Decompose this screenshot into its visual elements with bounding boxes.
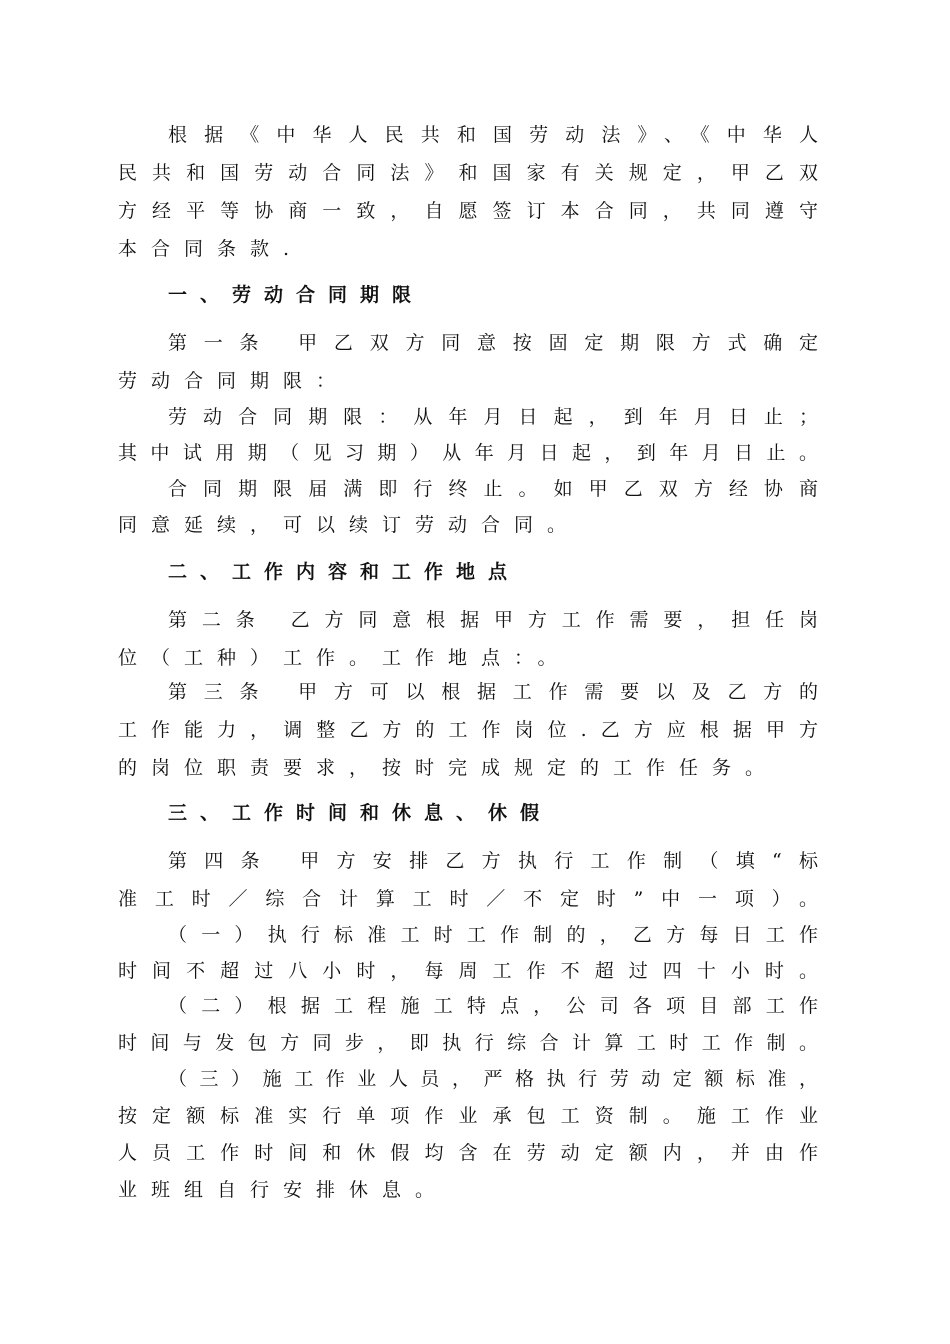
intro-line: 方经平等协商一致，自愿签订本合同，共同遵守 xyxy=(118,200,818,222)
article-line: 劳动合同期限： xyxy=(118,370,350,392)
section-heading: 一、劳动合同期限 xyxy=(168,284,425,306)
intro-line: 民共和国劳动合同法》和国家有关规定，甲乙双 xyxy=(118,162,818,184)
section-heading: 三、工作时间和休息、休假 xyxy=(168,802,553,824)
article-line: 第四条 甲方安排乙方执行工作制（填“标 xyxy=(168,850,818,872)
article-line: 劳动合同期限：从年月日起，到年月日止； xyxy=(168,406,818,428)
intro-line: 本合同条款. xyxy=(118,238,304,260)
article-line: 位（工种）工作。工作地点：。 xyxy=(118,647,571,669)
section-heading: 二、工作内容和工作地点 xyxy=(168,561,521,583)
article-line: 第二条 乙方同意根据甲方工作需要，担任岗 xyxy=(168,609,818,631)
article-line: 其中试用期（见习期）从年月日起，到年月日止。 xyxy=(118,442,818,464)
article-line: 时间与发包方同步，即执行综合计算工时工作制。 xyxy=(118,1032,818,1054)
article-line: 按定额标准实行单项作业承包工资制。施工作业 xyxy=(118,1105,818,1127)
article-line: 业班组自行安排休息。 xyxy=(118,1179,449,1201)
article-line: 人员工作时间和休假均含在劳动定额内，并由作 xyxy=(118,1142,818,1164)
article-line: 第三条 甲方可以根据工作需要以及乙方的 xyxy=(168,681,818,703)
intro-line: 根据《中华人民共和国劳动法》、《中华人 xyxy=(168,124,818,146)
article-line: 的岗位职责要求，按时完成规定的工作任务。 xyxy=(118,757,779,779)
article-line: 时间不超过八小时，每周工作不超过四十小时。 xyxy=(118,960,818,982)
article-line: （二）根据工程施工特点，公司各项目部工作 xyxy=(168,995,818,1017)
article-line: 同意延续，可以续订劳动合同。 xyxy=(118,514,581,536)
article-line: 合同期限届满即行终止。如甲乙双方经协商 xyxy=(168,478,818,500)
article-line: 准工时／综合计算工时／不定时”中一项）。 xyxy=(118,888,818,910)
article-line: （三）施工作业人员，严格执行劳动定额标准， xyxy=(168,1068,818,1090)
article-line: 工作能力，调整乙方的工作岗位.乙方应根据甲方 xyxy=(118,719,818,741)
article-line: （一）执行标准工时工作制的，乙方每日工作 xyxy=(168,924,818,946)
article-line: 第一条 甲乙双方同意按固定期限方式确定 xyxy=(168,332,818,354)
